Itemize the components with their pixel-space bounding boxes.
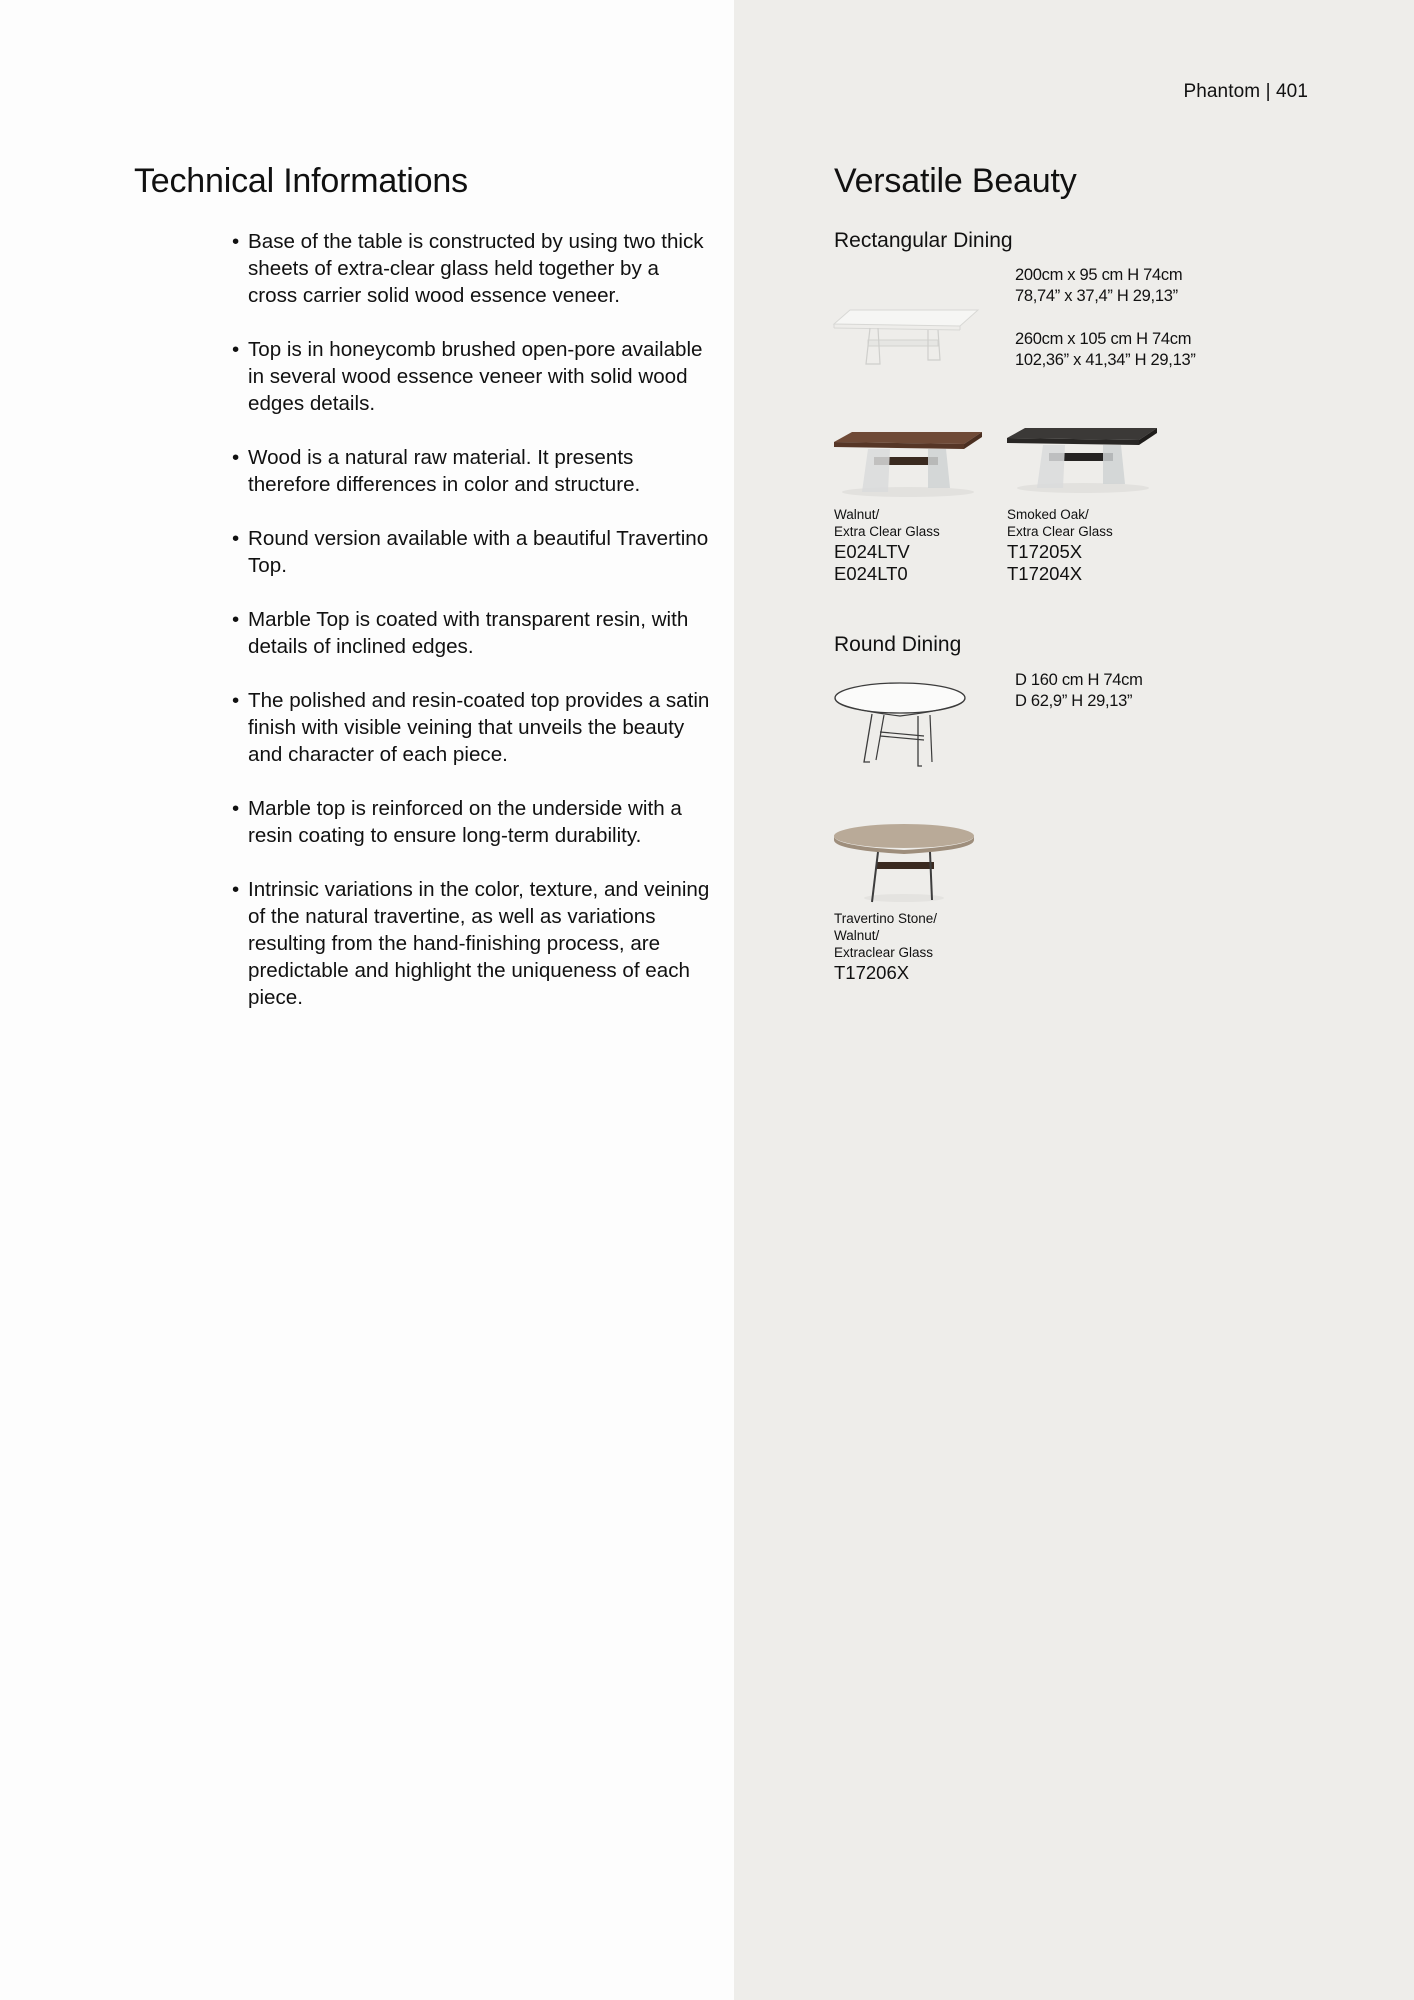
rectangular-dimensions-2: 260cm x 105 cm H 74cm 102,36” x 41,34” H 29,13”: [1015, 330, 1196, 369]
rectangular-dimensions-1: 200cm x 95 cm H 74cm 78,74” x 37,4” H 29,13”: [1015, 266, 1183, 305]
walnut-codes: E024LTV E024LT0: [834, 541, 910, 584]
bullet-item: • Round version available with a beautiful Travertino Top.: [232, 525, 712, 579]
bullet-item: • Marble top is reinforced on the underside with a resin coating to ensure long-term durability.: [232, 795, 712, 849]
technical-bullet-list: [232, 228, 712, 1038]
round-dining-title: Round Dining: [834, 633, 962, 656]
bullet-item: • Wood is a natural raw material. It presents therefore differences in color and structure.: [232, 444, 712, 498]
bullet-item: • Marble Top is coated with transparent resin, with details of inclined edges.: [232, 606, 712, 660]
page-number: Phantom | 401: [1183, 81, 1308, 102]
smoked-oak-material-label: Smoked Oak/ Extra Clear Glass: [1007, 507, 1113, 539]
bullet-item: • Base of the table is constructed by using two thick sheets of extra-clear glass held together by a cross carrier solid wood essence veneer.: [232, 228, 712, 309]
walnut-table-image: [832, 428, 984, 500]
versatile-beauty-title: Versatile Beauty: [834, 162, 1077, 200]
round-dimensions: D 160 cm H 74cm D 62,9” H 29,13”: [1015, 671, 1143, 710]
smoked-oak-codes: T17205X T17204X: [1007, 541, 1083, 584]
bullet-item: • The polished and resin-coated top provides a satin finish with visible veining that unveils the beauty and character of each piece.: [232, 687, 712, 768]
round-table-outline-image: [832, 680, 968, 770]
technical-informations-title: Technical Informations: [134, 162, 468, 200]
rectangular-table-outline-image: [832, 302, 982, 368]
smoked-oak-table-image: [1005, 424, 1159, 496]
travertino-table-image: [832, 818, 978, 906]
walnut-material-label: Walnut/ Extra Clear Glass: [834, 507, 940, 539]
rectangular-dining-title: Rectangular Dining: [834, 229, 1013, 252]
bullet-item: • Top is in honeycomb brushed open-pore available in several wood essence veneer with solid wood edges details.: [232, 336, 712, 417]
travertino-code: T17206X: [834, 962, 910, 983]
bullet-item: • Intrinsic variations in the color, texture, and veining of the natural travertine, as well as variations resulting from the hand-finishing process, are predictable and highlight the uniqueness of each piece.: [232, 876, 712, 1011]
travertino-material-label: Travertino Stone/ Walnut/ Extraclear Glass: [834, 911, 938, 960]
